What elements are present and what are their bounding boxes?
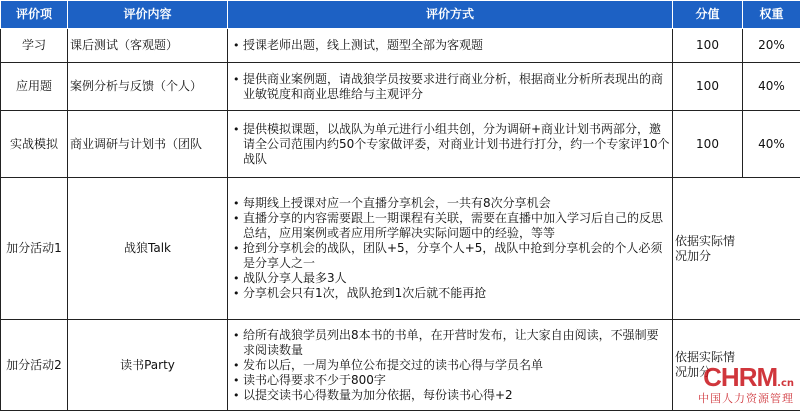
method-item: • 发布以后，一周为单位公布提交过的读书心得与学员名单 xyxy=(243,358,670,373)
method-cell xyxy=(228,178,673,320)
method-item: • 战队分享人最多3人 xyxy=(243,271,670,286)
method-item: • 以提交读书心得数量为加分依据，每份读书心得+2 xyxy=(243,388,670,403)
method-item: • 抢到分享机会的战队，团队+5，分享个人+5，战队中抢到分享机会的个人必须是分享人之一 xyxy=(243,241,670,271)
table-row xyxy=(1,29,800,63)
table-row xyxy=(1,111,800,178)
method-item: • 直播分享的内容需要跟上一期课程有关联，需要在直播中加入学习后自己的反思总结，应用案例或者应用所学解决实际问题中的经验，等等 xyxy=(243,211,670,241)
table-row xyxy=(1,178,800,320)
method-item: • 每期线上授课对应一个直播分享机会，一共有8次分享机会 xyxy=(243,196,670,211)
score-cell: 100 xyxy=(673,111,743,178)
method-list xyxy=(230,328,670,403)
score-text: 依据实际情况加分 xyxy=(675,234,739,264)
weight-cell: 20% xyxy=(743,29,800,63)
method-item: • 提供模拟课题，以战队为单元进行小组共创，分为调研+商业计划书两部分，邀请全公司范围内约50个专家做评委，对商业计划书进行打分，约一个专家评10个战队 xyxy=(243,122,670,167)
header-score: 分值 xyxy=(673,1,743,29)
method-list xyxy=(230,72,670,102)
score-cell: 100 xyxy=(673,63,743,111)
method-cell xyxy=(228,111,673,178)
header-method: 评价方式 xyxy=(228,1,673,29)
item-cell: 加分活动1 xyxy=(1,178,68,320)
method-cell xyxy=(228,29,673,63)
weight-cell: 40% xyxy=(743,63,800,111)
header-content: 评价内容 xyxy=(68,1,228,29)
item-cell: 实战模拟 xyxy=(1,111,68,178)
method-item: • 提供商业案例题，请战狼学员按要求进行商业分析，根据商业分析所表现出的商业敏锐度和商业思维给与主观评分 xyxy=(243,72,670,102)
item-cell: 应用题 xyxy=(1,63,68,111)
content-cell: 课后测试（客观题） xyxy=(68,29,228,63)
method-item: • 给所有战狼学员列出8本书的书单，在开营时发布，让大家自由阅读，不强制要求阅读数量 xyxy=(243,328,670,358)
score-cell xyxy=(673,178,800,320)
content-cell: 战狼Talk xyxy=(68,178,228,320)
header-item: 评价项 xyxy=(1,1,68,29)
table-row xyxy=(1,63,800,111)
method-item: • 授课老师出题，线上测试，题型全部为客观题 xyxy=(243,38,670,53)
method-item: • 读书心得要求不少于800字 xyxy=(243,373,670,388)
score-cell: 100 xyxy=(673,29,743,63)
chrm-watermark xyxy=(698,364,794,406)
item-cell: 学习 xyxy=(1,29,68,63)
weight-cell: 40% xyxy=(743,111,800,178)
content-cell: 案例分析与反馈（个人） xyxy=(68,63,228,111)
method-cell xyxy=(228,63,673,111)
watermark-subtitle: 中国人力资源管理 xyxy=(698,390,794,406)
method-cell xyxy=(228,320,673,411)
table-row xyxy=(1,320,800,411)
method-list xyxy=(230,122,670,167)
header-weight: 权重 xyxy=(743,1,800,29)
method-list xyxy=(230,196,670,301)
header-row xyxy=(1,1,800,29)
method-list xyxy=(230,38,670,53)
content-cell: 商业调研与计划书（团队 xyxy=(68,111,228,178)
content-cell: 读书Party xyxy=(68,320,228,411)
watermark-logo: CHRM xyxy=(703,362,777,392)
method-item: • 分享机会只有1次，战队抢到1次后就不能再抢 xyxy=(243,286,670,301)
item-cell: 加分活动2 xyxy=(1,320,68,411)
score-text: 依据实际情况加分 xyxy=(675,350,739,380)
watermark-domain: .cn xyxy=(777,378,794,389)
